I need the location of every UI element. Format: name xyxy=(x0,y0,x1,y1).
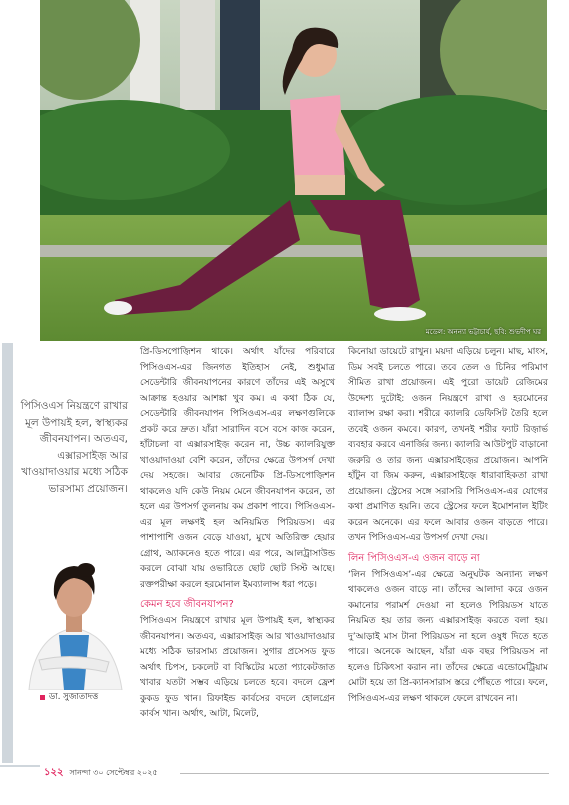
pull-quote: পিসিওএস নিয়ন্ত্রণে রাখার মূল উপায়ই হল, স্বাস্থ্যকর জীবনযাপন। অতএব, এক্সারসাইজ় আর খাওয়াদাওয়ার মধ্যে সঠিক ভারসাম্য প্রয়োজন। xyxy=(20,400,128,495)
author-name: ডা. সুজাতাদত্ত xyxy=(49,692,99,702)
column2-paragraph-1: কিনোয়া ডায়েটে রাখুন। ময়দা এড়িয়ে চলুন। মাছ, মাংস, ডিম সবই চলতে পারে। তবে তেল ও চিনির পরিমাণ সীমিত রাখা প্রয়োজন। এই পুরো ডায়েট রেজিমের উদ্দেশ্য দুটোই: ওজন নিয়ন্ত্রণে রাখা ও হরমোনের ব্যালান্স রক্ষা করা। শরীরে ক্যালরি ডেফিসিট তৈরি হলে তবেই ওজন কমবে। কারণ, তখনই শরীর ফ্যাট রিজ়ার্ভ ব্যবহার করবে এনার্জির জন্য। ক্যালরি আউটপুট বাড়ানো জরুরি ও তার জন্য এক্সারসাইজ়ের প্রয়োজন। আপনি হাঁটুন বা জিম করুন, এক্সারসাইজ়ে ধারাবাহিকতা রাখা প্রয়োজন। স্ট্রেসের সঙ্গে সরাসরি পিসিওএস-এর যোগের কথা প্রমাণিত হয়নি। তবে স্ট্রেসের ফলে ইমোশনাল ইটিং করেন অনেকে। এর ফলে আবার ওজন বাড়তে পারে। তখন পিসিওএস-এর উপসর্গ দেখা দেয়। xyxy=(348,347,548,543)
subhead-lifestyle: কেমন হবে জীবনযাপন? xyxy=(140,599,234,610)
author-portrait xyxy=(14,540,132,690)
column1-paragraph-1: প্রি-ডিসপোজ়িশন থাকে। অর্থাৎ যাঁদের পরিবারে পিসিওএস-এর জিনগত ইতিহাস নেই, শুধুমাত্র সেডেন্টারি জীবনযাপনের কারণে তাঁদের এই অসুখে আক্রান্ত হওয়ার আশঙ্কা খুব কম। এ কথা ঠিক যে, সেডেন্টারি জীবনযাপন পিসিওএস-এর লক্ষণগুলিকে প্রকট করে দ্রুত। যাঁরা সারাদিন বসে বসে কাজ করেন, হাঁটাচলা বা এক্সারসাইজ় করেন না, উচ্চ ক্যালরিযুক্ত খাওয়াদাওয়া বেশি করেন, তাঁদের ক্ষেত্রে উপসর্গ দেখা দেয় সহজে। আবার জেনেটিক প্রি-ডিসপোজ়িশন থাকলেও যদি কেউ নিয়ম মেনে জীবনযাপন করেন, তা হলে এর উপসর্গ তুলনায় কম প্রকাশ পাবে। পিসিওএস-এর মূল লক্ষণই হল অনিয়মিত পিরিয়ডস। এর পাশাপাশি ওজন বেড়ে যাওয়া, মুখে অতিরিক্ত হেয়ার গ্রোথ, অ্যাকনেও হতে পারে। এর পরে, আলট্রাসাউন্ড করলে বোঝা যায় ওভারিতে ছোট ছোট সিস্ট আছে। রক্তপরীক্ষা করলে হরমোনাল ইমব্যালান্স ধরা পড়ে। xyxy=(140,347,335,590)
hero-photo xyxy=(40,0,547,341)
photo-credit: মডেল: অনন্যা ভট্টাচার্য, ছবি: শুভদীপ ঘর xyxy=(425,328,541,336)
author-byline xyxy=(40,690,98,704)
side-accent-bar xyxy=(2,343,13,763)
subhead-lean-pcos: লিন পিসিওএস-এ ওজন বাড়ে না xyxy=(348,552,480,564)
footer-accent-bar xyxy=(0,765,40,767)
article-column-2 xyxy=(348,345,548,707)
byline-marker-icon xyxy=(40,695,45,700)
page-number: ১২২ xyxy=(44,766,64,778)
article-column-1 xyxy=(140,345,335,723)
footer-rule xyxy=(180,773,549,774)
issue-info: সানন্দা ৩০ সেপ্টেম্বর ২০২৫ xyxy=(69,767,158,777)
page-footer xyxy=(0,765,569,781)
column1-paragraph-2: পিসিওএস নিয়ন্ত্রণে রাখার মূল উপায়ই হল, স্বাস্থ্যকর জীবনযাপন। অতএব, এক্সারসাইজ় আর খাওয়াদাওয়ার মধ্যে সঠিক ভারসাম্য প্রয়োজন। সুগার প্রসেসড ফুড অর্থাৎ চিপস, চকলেট বা বিস্কিটের মতো প্যাকেটজাত খাবার যতটা সম্ভব এড়িয়ে চলতে হবে। বদলে ফ্রেশ কুকড ফুড খান। রিফাইন্ড কার্বসের বদলে হোলগ্রেন কার্বস খান। অর্থাৎ, আটা, মিলেট, xyxy=(140,616,335,719)
column2-paragraph-2: ‘লিন পিসিওএস’-এর ক্ষেত্রে অনুঘটক অন্যান্য লক্ষণ থাকলেও ওজন বাড়ে না। তাঁদের আলাদা করে ওজন কমানোর পরামর্শ দেওয়া না হলেও পিরিয়ডস যাতে নিয়মিত হয় তার জন্য এক্সারসাইজ় করতে বলা হয়। দু’আড়াই মাস টানা পিরিয়ডস না হলে ওষুধ দিতে হতে পারে। অনেকে আছেন, যাঁরা এক বছর পিরিয়ডস না হলেও চিকিৎসা করান না। তাঁদের ক্ষেত্রে এন্ডোমেট্রিয়াম মোটা হয়ে তা প্রি-ক্যানসারাস স্তরে পৌঁছতে পারে। ফলে, পিসিওএস-এর লক্ষণ থাকলে ফেলে রাখবেন না। xyxy=(348,569,548,704)
